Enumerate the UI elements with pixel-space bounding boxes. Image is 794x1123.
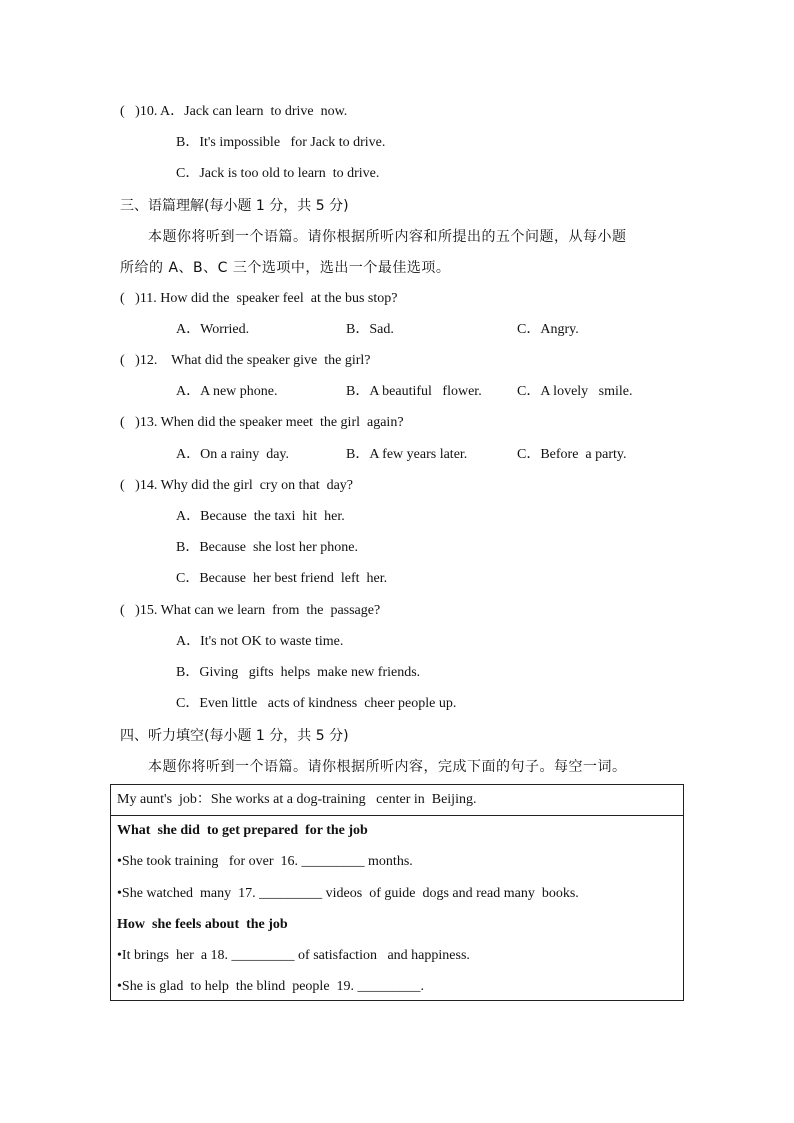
question-14-option-a: A．Because the taxi hit her. [176, 509, 345, 524]
question-10-option-b: B．It's impossible for Jack to drive. [176, 135, 386, 150]
table-row-19: •She is glad to help the blind people 19. _________. [117, 979, 425, 994]
table-heading-feelings: How she feels about the job [117, 917, 288, 932]
question-15-option-a: A．It's not OK to waste time. [176, 634, 344, 649]
question-14-stem: ( )14. Why did the girl cry on that day? [120, 478, 354, 493]
question-15-option-c: C．Even little acts of kindness cheer people up. [176, 696, 457, 711]
table-row-17: •She watched many 17. _________ videos of guide dogs and read many books. [117, 886, 579, 901]
section-4-title: 四、听力填空(每小题 1 分，共 5 分) [120, 728, 349, 744]
question-11-option-b: B．Sad. [346, 322, 394, 337]
table-header: My aunt's job：She works at a dog-training center in Beijing. [117, 792, 477, 807]
question-11-option-a: A．Worried. [176, 322, 250, 337]
table-row-18: •It brings her a 18. _________ of satisfaction and happiness. [117, 948, 470, 963]
question-13-option-b: B．A few years later. [346, 447, 468, 462]
question-12-option-a: A．A new phone. [176, 384, 278, 399]
question-13-stem: ( )13. When did the speaker meet the girl again? [120, 415, 404, 430]
question-12-option-b: B．A beautiful flower. [346, 384, 482, 399]
table-row-16: •She took training for over 16. _________ months. [117, 854, 413, 869]
fill-in-table [110, 784, 684, 1001]
table-heading-preparation: What she did to get prepared for the job [117, 823, 368, 838]
question-15-option-b: B．Giving gifts helps make new friends. [176, 665, 421, 680]
question-12-stem: ( )12. What did the speaker give the girl? [120, 353, 371, 368]
question-11-stem: ( )11. How did the speaker feel at the bus stop? [120, 291, 398, 306]
question-14-option-b: B．Because she lost her phone. [176, 540, 358, 555]
question-10-stem: ( )10. A．Jack can learn to drive now. [120, 104, 348, 119]
question-10-option-c: C．Jack is too old to learn to drive. [176, 166, 380, 181]
question-12-option-c: C．A lovely smile. [517, 384, 633, 399]
section-3-instructions-line2: 所给的 A、B、C 三个选项中，选出一个最佳选项。 [120, 260, 451, 276]
question-15-stem: ( )15. What can we learn from the passage? [120, 603, 381, 618]
question-13-option-c: C．Before a party. [517, 447, 627, 462]
table-divider [111, 815, 683, 816]
section-3-title: 三、语篇理解(每小题 1 分，共 5 分) [120, 198, 349, 214]
section-4-instructions: 本题你将听到一个语篇。请你根据所听内容，完成下面的句子。每空一词。 [148, 759, 627, 775]
question-13-option-a: A．On a rainy day. [176, 447, 290, 462]
question-11-option-c: C．Angry. [517, 322, 579, 337]
section-3-instructions-line1: 本题你将听到一个语篇。请你根据所听内容和所提出的五个问题，从每小题 [148, 229, 627, 245]
question-14-option-c: C．Because her best friend left her. [176, 571, 388, 586]
